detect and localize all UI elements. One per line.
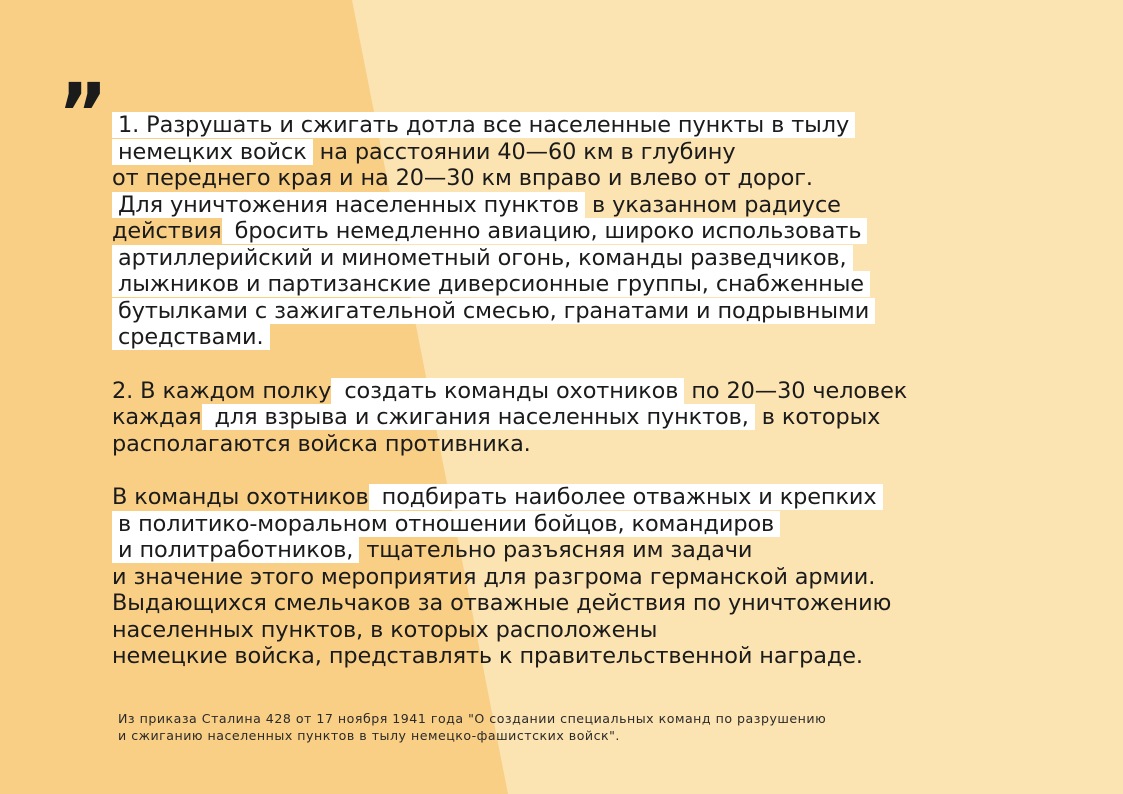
quote-line	[112, 245, 1112, 272]
highlighted-text: Для уничтожения населенных пунктов	[112, 192, 585, 218]
quote-line	[112, 404, 1112, 431]
quote-line	[112, 112, 1112, 139]
quote-line	[112, 378, 1112, 405]
highlighted-text: бутылками с зажигательной смесью, гранатами и подрывными	[112, 298, 875, 324]
plain-text: действия	[112, 218, 222, 244]
quote-line	[112, 537, 1112, 564]
plain-text: по 20—30 человек	[684, 377, 908, 404]
highlighted-text: средствами.	[112, 324, 270, 350]
quote-text	[112, 112, 1112, 697]
quote-line	[112, 139, 1112, 166]
highlighted-text: 1. Разрушать и сжигать дотла все населенные пункты в тылу	[112, 112, 855, 138]
quote-line	[112, 431, 1112, 458]
quote-line	[112, 511, 1112, 538]
plain-text: от переднего края и на 20—30 км вправо и влево от дорог.	[112, 165, 813, 191]
plain-text: В команды охотников	[112, 484, 369, 510]
quote-line	[112, 484, 1112, 511]
quote-line	[112, 564, 1112, 591]
quote-line	[112, 590, 1112, 617]
quote-line	[112, 643, 1112, 670]
highlighted-text: для взрыва и сжигания населенных пунктов,	[202, 404, 755, 430]
plain-text: Выдающихся смельчаков за отважные действия по уничтожению	[112, 590, 892, 616]
highlighted-text: артиллерийский и минометный огонь, команды разведчиков,	[112, 245, 853, 271]
quote-line	[112, 271, 1112, 298]
quote-paragraph	[112, 484, 1112, 670]
plain-text: и значение этого мероприятия для разгрома германской армии.	[112, 563, 876, 590]
quote-line	[112, 617, 1112, 644]
highlighted-text: подбирать наиболее отважных и крепких	[369, 484, 883, 510]
plain-text: в указанном радиусе	[584, 191, 841, 218]
plain-text: населенных пунктов, в которых расположены	[112, 616, 658, 643]
quote-mark-icon: ”	[58, 65, 108, 163]
highlighted-text: в политико-моральном отношении бойцов, командиров	[112, 511, 780, 537]
quote-paragraph	[112, 112, 1112, 351]
quote-paragraph	[112, 378, 1112, 458]
plain-text: располагаются войска противника.	[112, 430, 531, 457]
quote-line	[112, 324, 1112, 351]
highlighted-text: создать команды охотников	[331, 378, 684, 404]
plain-text: немецкие войска, представлять к правительственной награде.	[112, 643, 863, 669]
plain-text: на расстоянии 40—60 км в глубину	[312, 138, 736, 165]
source-citation	[118, 710, 1078, 744]
highlighted-text: бросить немедленно авиацию, широко использовать	[222, 218, 868, 244]
highlighted-text: и политработников,	[112, 537, 359, 563]
source-line-1: Из приказа Сталина 428 от 17 ноября 1941 года "О создании специальных команд по разрушению	[118, 711, 827, 726]
quote-line	[112, 218, 1112, 245]
plain-text: 2. В каждом полку	[112, 377, 332, 404]
quote-line	[112, 298, 1112, 325]
plain-text: каждая	[112, 404, 202, 430]
source-line-2: и сжиганию населенных пунктов в тылу немецко-фашистских войск".	[118, 728, 620, 743]
quote-line	[112, 192, 1112, 219]
highlighted-text: немецких войск	[112, 139, 313, 165]
quote-line	[112, 165, 1112, 192]
plain-text: тщательно разъясняя им задачи	[359, 537, 753, 563]
highlighted-text: лыжников и партизанские диверсионные группы, снабженные	[112, 271, 870, 297]
plain-text: в которых	[754, 404, 881, 430]
